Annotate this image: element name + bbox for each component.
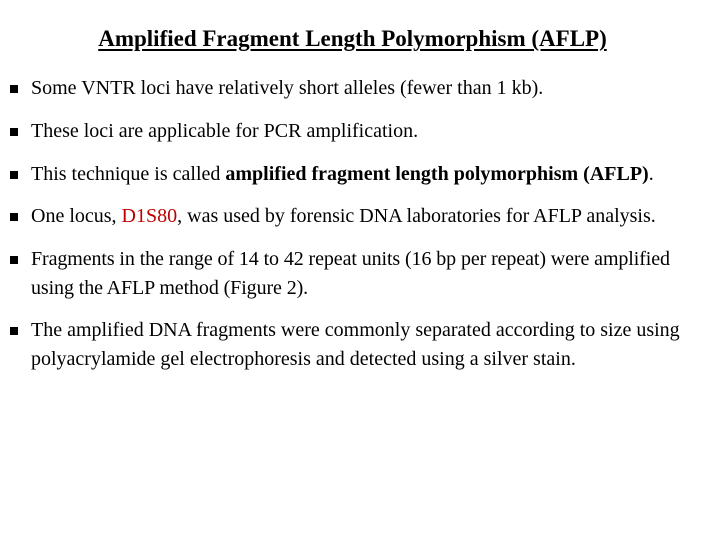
slide-title: Amplified Fragment Length Polymorphism (AFLP) [98, 26, 607, 51]
bullet-text-post: , was used by forensic DNA laboratories for AFLP analysis. [177, 205, 656, 227]
square-bullet-icon [10, 128, 18, 136]
square-bullet-icon [10, 85, 18, 93]
bullet-text-pre: One locus, [31, 205, 122, 227]
bullet-text-post: . [648, 163, 654, 185]
bullet-item [10, 74, 716, 103]
bullet-item [10, 316, 716, 374]
bullet-text: These loci are applicable for PCR amplification. [31, 120, 419, 142]
square-bullet-icon [10, 171, 18, 179]
bullet-text: Fragments in the range of 14 to 42 repeat units (16 bp per repeat) were amplified using the AFLP method (Figure 2). [31, 248, 670, 299]
bullet-text: The amplified DNA fragments were commonly separated according to size using polyacrylamide gel electrophoresis and detected using a silver stain. [31, 319, 680, 370]
bullet-item [10, 117, 716, 146]
bullet-text: Some VNTR loci have relatively short alleles (fewer than 1 kb). [31, 77, 544, 99]
locus-name-highlight: D1S80 [121, 205, 178, 227]
bullet-list [10, 74, 716, 387]
square-bullet-icon [10, 213, 18, 221]
bullet-item [10, 160, 716, 189]
bullet-text-pre: This technique is called [31, 163, 226, 185]
square-bullet-icon [10, 327, 18, 335]
square-bullet-icon [10, 256, 18, 264]
bullet-item [10, 245, 716, 303]
bullet-text-bold-term: amplified fragment length polymorphism (AFLP) [225, 163, 649, 185]
bullet-item [10, 202, 716, 231]
